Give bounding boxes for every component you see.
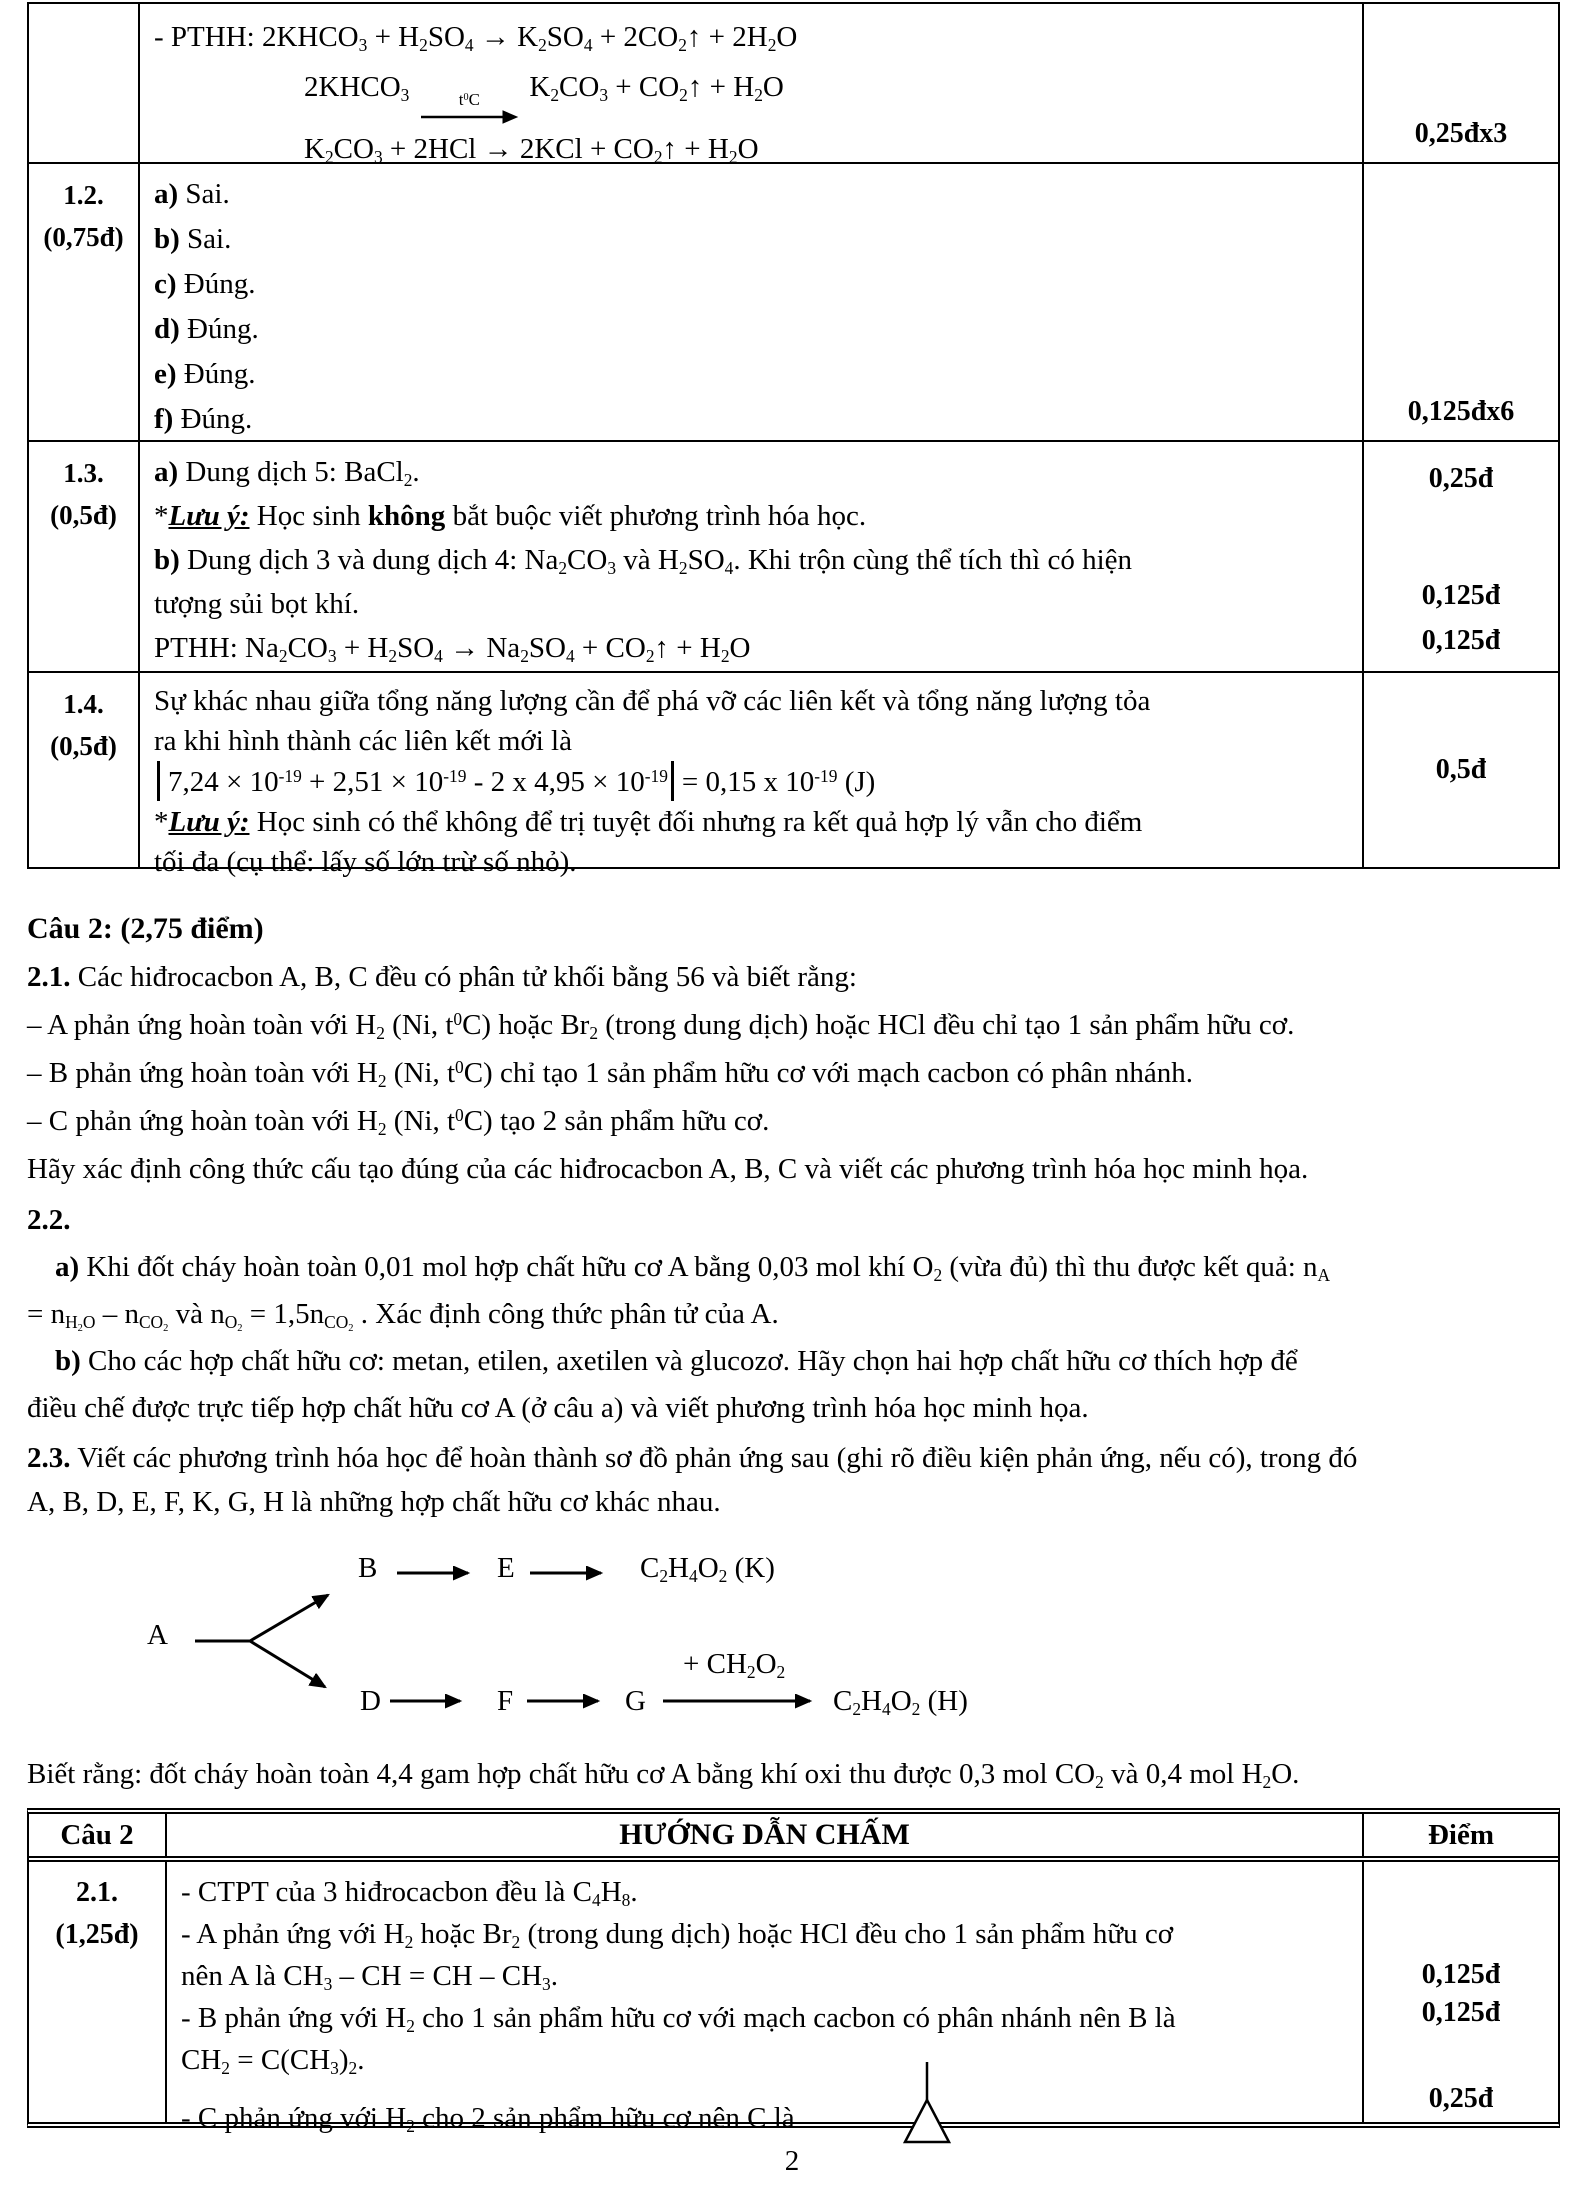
subsection-2-3 [27, 1436, 1560, 1524]
answer-line: *Lưu ý: Học sinh không bắt buộc viết phương trình hóa học. [154, 500, 867, 532]
answer-line: Sự khác nhau giữa tổng năng lượng cần để phá vỡ các liên kết và tổng năng lượng tỏa [154, 685, 1151, 717]
equation-line: - PTHH: $2KHCO_3 + H_2SO_4 \to K_2SO_4$ + $2CO_2↑ + 2H_2O$ [154, 21, 798, 55]
diagram-node-d: D [360, 1685, 381, 1717]
table-row-1-4 [29, 671, 1558, 878]
row-score: (0,5đ) [50, 500, 117, 530]
points-value: 0,125đ [1421, 580, 1501, 611]
row-points-cell [1362, 4, 1558, 162]
answer-line: d) Đúng. [154, 313, 259, 345]
reaction-scheme-arrows [27, 1550, 1560, 1750]
row-content-cell [140, 4, 1362, 167]
table-row-pthh [29, 4, 1558, 167]
row-points-cell [1362, 1862, 1558, 2122]
row-score: (0,75đ) [43, 222, 124, 252]
paragraph-a: – A phản ứng hoàn toàn với $H_2$ (Ni, $t^0C$) hoặc $Br_2$ (trong dung dịch) hoặc HCl đều chỉ tạo 1 sản phẩm hữu cơ. [27, 1009, 1295, 1043]
points-value: 0,25đ [1428, 463, 1494, 494]
section-heading [27, 905, 1560, 953]
header-question: Câu 2 [29, 1814, 167, 1856]
table-header-row [29, 1814, 1558, 1862]
diagram-node-g: G [625, 1685, 646, 1717]
answer-text: - C phản ứng với $H_2$ cho 2 sản phẩm hữu cơ nên C là [181, 2102, 795, 2136]
reaction-arrow-icon [421, 91, 517, 124]
row-points-cell [1362, 164, 1558, 440]
points-value: 0,125đx6 [1407, 396, 1515, 427]
header-guide: HƯỚNG DẪN CHẤM [619, 1818, 910, 1851]
answer-line: b) Dung dịch 3 và dung dịch 4: $Na_2CO_3$ và $H_2SO_4$. Khi trộn cùng thể tích thì có hiện [154, 544, 1133, 578]
row-content-cell [140, 442, 1362, 671]
answer-line: c) Đúng. [154, 268, 256, 300]
points-value: 0,125đ [1421, 1959, 1501, 1990]
reaction-scheme-diagram [27, 1550, 1560, 1750]
row-score: (0,5đ) [50, 731, 117, 761]
row-label-cell [29, 164, 140, 440]
answer-line: $CH_2 = C(CH_3)_2$. [181, 2044, 365, 2078]
diagram-node-e: E [497, 1552, 515, 1584]
row-label-cell [29, 673, 140, 867]
answer-line: tối đa (cụ thể: lấy số lớn trừ số nhỏ). [154, 846, 577, 878]
paragraph-c: – C phản ứng hoàn toàn với $H_2$ (Ni, $t^0C$) tạo 2 sản phẩm hữu cơ. [27, 1105, 770, 1139]
equation-line: $K_2CO_3 + 2HCl \to 2KCl$ + $CO_2↑ + H_2O$ [304, 133, 759, 167]
page-number: 2 [784, 2145, 800, 2177]
paragraph-2-3-cont: A, B, D, E, F, K, G, H là những hợp chất hữu cơ khác nhau. [27, 1486, 721, 1518]
equation-line [154, 62, 1354, 124]
diagram-product-k: $C_2H_4O_2$ (K) [640, 1552, 775, 1586]
paragraph-biet-rang: Biết rằng: đốt cháy hoàn toàn 4,4 gam hợp chất hữu cơ A bằng khí oxi thu được 0,3 mol $CO_2$ và 0,4 mol $H_2O$. [27, 1758, 1300, 1792]
answer-line: - A phản ứng với $H_2$ hoặc $Br_2$ (trong dung dịch) hoặc HCl đều cho 1 sản phẩm hữu cơ [181, 1918, 1174, 1952]
row-score: (1,25đ) [55, 1919, 139, 1950]
paragraph-2-2: 2.2. [27, 1204, 71, 1236]
paragraph-2-2a-cont: = $n_{H_2O} - n_{CO_2}$ và $n_{O_2} = 1,5n_{CO_2}$ . Xác định công thức phân tử của A. [27, 1298, 779, 1334]
paragraph-2-1: 2.1. Các hiđrocacbon A, B, C đều có phân tử khối bằng 56 và biết rằng: [27, 961, 857, 993]
paragraph-2-2a: a) Khi đốt cháy hoàn toàn 0,01 mol hợp chất hữu cơ A bằng 0,03 mol khí $O_2$ (vừa đủ) thì thu được kết quả: $n_A$ [55, 1251, 1331, 1285]
abs-result: = 0,15 x $10^{-19}$ (J) [681, 766, 876, 798]
row-label-cell [29, 442, 140, 671]
heading-points: : (2,75 điểm) [102, 912, 264, 945]
diagram-node-b: B [358, 1552, 378, 1584]
points-group [1422, 573, 1501, 671]
answer-line: tượng sủi bọt khí. [154, 588, 360, 620]
row-points-cell [1362, 442, 1558, 671]
diagram-product-h: $C_2H_4O_2$ (H) [833, 1685, 968, 1719]
row-id: 2.1. [76, 1877, 118, 1908]
table-row-2-1 [29, 1862, 1558, 2136]
answer-line: ra khi hình thành các liên kết mới là [154, 725, 572, 757]
paragraph-b: – B phản ứng hoàn toàn với $H_2$ (Ni, $t^0C$) chỉ tạo 1 sản phẩm hữu cơ với mạch cacbon có phân nhánh. [27, 1057, 1193, 1091]
row-content-cell [140, 164, 1362, 440]
paragraph-hay: Hãy xác định công thức cấu tạo đúng của các hiđrocacbon A, B, C và viết các phương trình hóa học minh họa. [27, 1153, 1309, 1185]
cau2-question-section [27, 905, 1560, 1798]
equation-lhs: $2KHCO_3$ [304, 71, 410, 105]
answer-line: b) Sai. [154, 223, 232, 255]
row-content-cell [167, 1862, 1362, 2136]
answer-line: - CTPT của 3 hiđrocacbon đều là $C_4H_8$. [181, 1876, 638, 1910]
reaction-condition: $t^0C$ [458, 90, 480, 109]
answer-line: *Lưu ý: Học sinh có thể không để trị tuyệt đối nhưng ra kết quả hợp lý vẫn cho điểm [154, 806, 1143, 838]
row-id: 1.3. [63, 458, 104, 488]
row-points-cell [1362, 673, 1558, 867]
answer-line: f) Đúng. [154, 403, 253, 435]
row-label-cell [29, 1862, 167, 2122]
points-value: 0,25đx3 [1414, 118, 1508, 149]
subsection-2-2 [27, 1197, 1560, 1432]
table-row-1-2 [29, 162, 1558, 440]
points-value: 0,125đ [1421, 625, 1501, 656]
diagram-node-a: A [147, 1619, 168, 1651]
row-content-cell [140, 673, 1362, 878]
paragraph-2-2b-cont: điều chế được trực tiếp hợp chất hữu cơ A (ở câu a) và viết phương trình hóa học minh họa. [27, 1392, 1089, 1424]
row-id: 1.4. [63, 689, 104, 719]
diagram-reagent-label: + $CH_2O_2$ [683, 1648, 786, 1682]
abs-bar-icon [157, 761, 160, 801]
equation-rhs: $K_2CO_3$ + $CO_2↑ + H_2O$ [529, 71, 784, 105]
points-value: 0,125đ [1421, 1997, 1501, 2028]
row-id: 1.2. [63, 180, 104, 210]
row-label-cell [29, 4, 140, 162]
abs-expression: $7,24 \times 10^{-19} + 2,51 \times 10^{-19} - 2$ x $4,95 \times 10^{-19}$ [168, 766, 668, 798]
paragraph-2-2b: b) Cho các hợp chất hữu cơ: metan, etilen, axetilen và glucozơ. Hãy chọn hai hợp chất hữu cơ thích hợp để [55, 1345, 1298, 1377]
diagram-node-f: F [497, 1685, 514, 1717]
grading-table-cau2 [27, 1808, 1560, 2136]
answer-line-with-structure [181, 2096, 1354, 2138]
arrow-shaft-icon [421, 109, 517, 124]
answer-line: e) Đúng. [154, 358, 256, 390]
answer-line: a) Sai. [154, 178, 230, 210]
grading-table-cau1 [27, 2, 1560, 878]
abs-value-line [154, 761, 1354, 802]
points-value: 0,5đ [1435, 754, 1487, 785]
table-row-1-3 [29, 440, 1558, 671]
paragraph-2-3: 2.3. Viết các phương trình hóa học để hoàn thành sơ đồ phản ứng sau (ghi rõ điều kiện phản ứng, nếu có), trong đó [27, 1442, 1358, 1474]
abs-bar-icon [671, 761, 674, 801]
points-value: 0,25đ [1428, 2083, 1494, 2114]
heading-number: Câu 2 [27, 912, 103, 945]
answer-line: - B phản ứng với $H_2$ cho 1 sản phẩm hữu cơ với mạch cacbon có phân nhánh nên B là [181, 2002, 1176, 2036]
equation-line: PTHH: $Na_2CO_3 + H_2SO_4 \to Na_2SO_4$ + $CO_2↑ + H_2O$ [154, 632, 751, 666]
answer-line: nên A là $CH_3$ – CH = CH – $CH_3$. [181, 1960, 558, 1994]
methylcyclopropane-icon [901, 2060, 953, 2146]
answer-line: a) Dung dịch 5: BaCl$_2$. [154, 456, 420, 490]
header-points: Điểm [1362, 1814, 1558, 1856]
